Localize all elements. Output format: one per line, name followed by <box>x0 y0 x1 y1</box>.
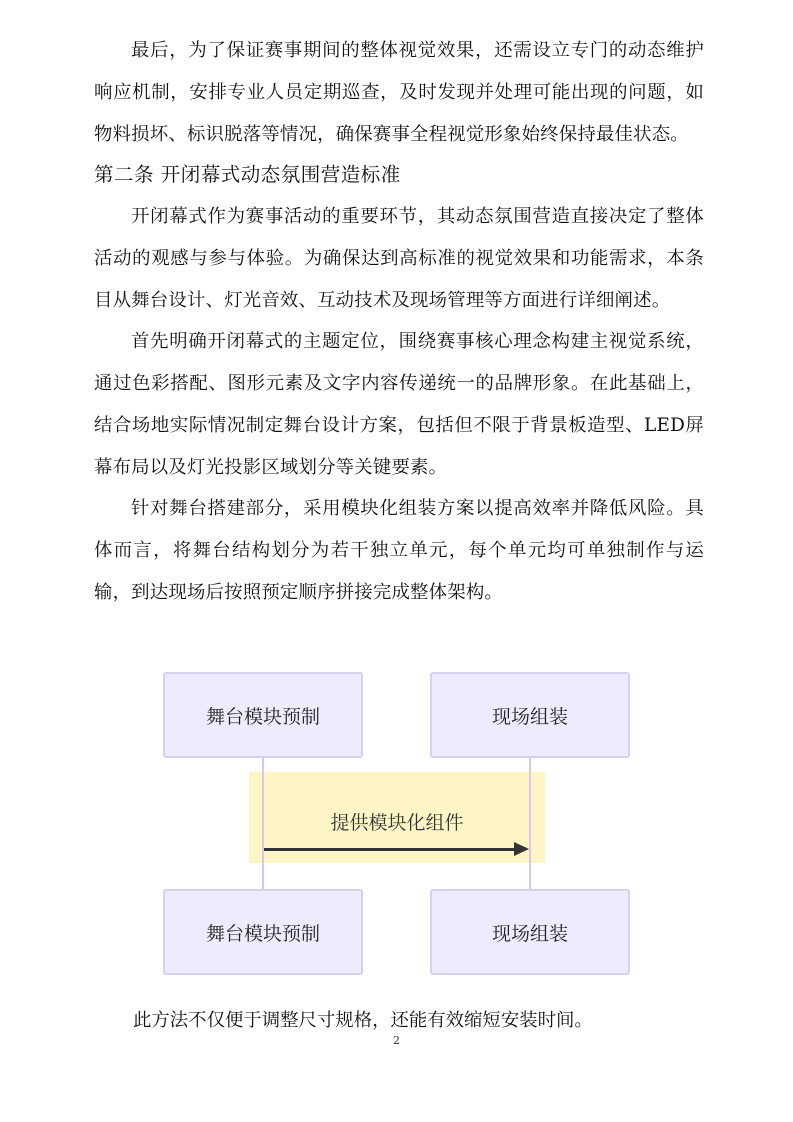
participant-box-prefab-bottom: 舞台模块预制 <box>163 889 363 975</box>
participant-box-prefab-top: 舞台模块预制 <box>163 672 363 758</box>
message-label: 提供模块化组件 <box>330 812 464 834</box>
paragraph-stage: 针对舞台搭建部分，采用模块化组装方案以提高效率并降低风险。具体而言，将舞台结构划分为若干独立单元，每个单元均可单独制作与运输，到达现场后按照预定顺序拼接完成整体架构。 <box>94 498 704 603</box>
paragraph-maintenance: 最后，为了保证赛事期间的整体视觉效果，还需设立专门的动态维护响应机制，安排专业人员定期巡查，及时发现并处理可能出现的问题，如物料损坏、标识脱落等情况，确保赛事全程视觉形象始终保持最佳状态。 <box>94 40 704 145</box>
paragraph-theme: 首先明确开闭幕式的主题定位，围绕赛事核心理念构建主视觉系统，通过色彩搭配、图形元素及文字内容传递统一的品牌形象。在此基础上，结合场地实际情况制定舞台设计方案，包括但不限于背景板造型、LED屏幕布局以及灯光投影区域划分等关键要素。 <box>94 331 704 478</box>
section-heading: 第二条 开闭幕式动态氛围营造标准 <box>94 163 401 186</box>
participant-box-assembly-bottom: 现场组装 <box>430 889 630 975</box>
paragraph-intro: 开闭幕式作为赛事活动的重要环节，其动态氛围营造直接决定了整体活动的观感与参与体验。为确保达到高标准的视觉效果和功能需求，本条目从舞台设计、灯光音效、互动技术及现场管理等方面进行详细阐述。 <box>94 206 704 311</box>
participant-box-assembly-top: 现场组装 <box>430 672 630 758</box>
page-number: 2 <box>393 1034 400 1047</box>
message-arrow-line <box>264 848 516 851</box>
closing-sentence: 此方法不仅便于调整尺寸规格，还能有效缩短安装时间。 <box>133 1010 593 1031</box>
arrowhead-icon <box>514 842 529 856</box>
